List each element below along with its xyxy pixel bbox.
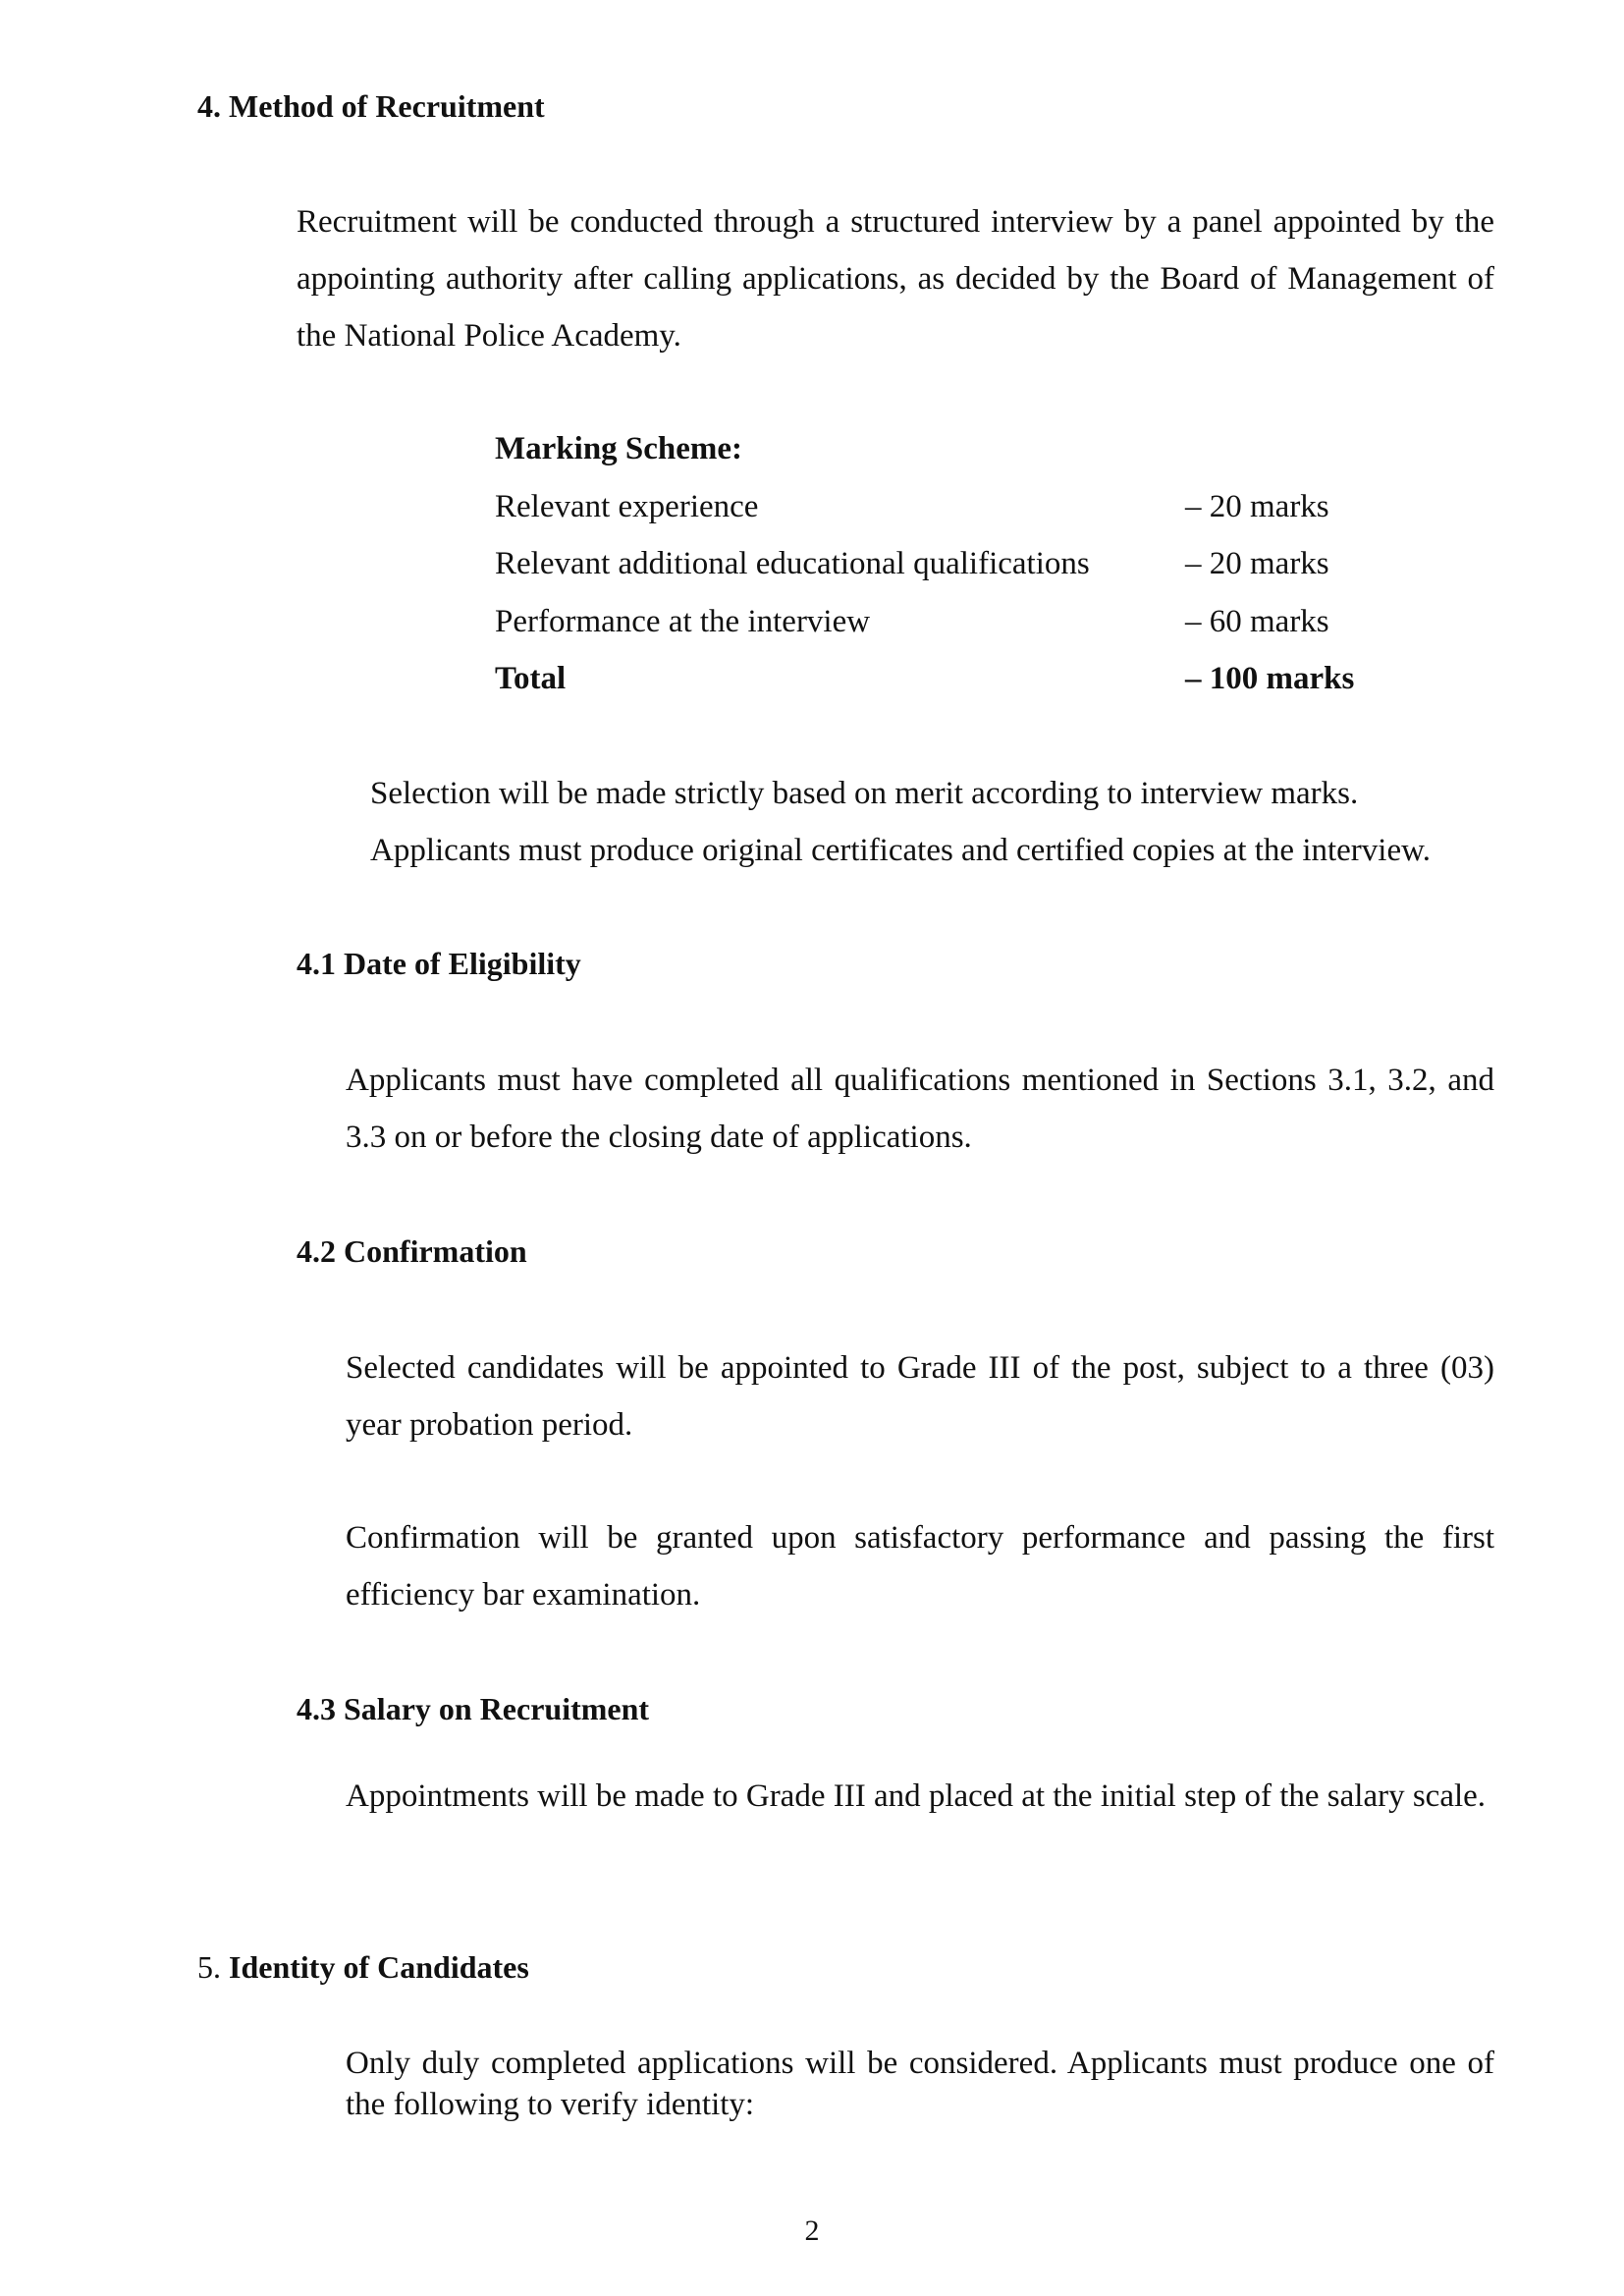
section-4-3-paragraph: Appointments will be made to Grade III and placed at the initial step of the salary scale. bbox=[346, 1778, 1487, 1814]
marking-row-label: Relevant experience bbox=[495, 489, 759, 524]
marking-row-value: – 60 marks bbox=[1185, 604, 1329, 639]
marking-row bbox=[495, 593, 1379, 650]
marking-row bbox=[495, 478, 1379, 535]
marking-row-value: – 20 marks bbox=[1185, 546, 1329, 581]
section-5-heading bbox=[197, 1949, 529, 1986]
marking-total-row bbox=[495, 650, 1379, 707]
marking-row bbox=[495, 535, 1379, 592]
marking-row-label: Performance at the interview bbox=[495, 604, 871, 639]
section-4-2-paragraph-1: Selected candidates will be appointed to Grade III of the post, subject to a three (03) year probation period. bbox=[346, 1350, 1494, 1443]
section-5-title: Identity of Candidates bbox=[229, 1949, 529, 1985]
section-4-1-heading: 4.1 Date of Eligibility bbox=[297, 946, 581, 981]
selection-note-2: Applicants must produce original certificates and certified copies at the interview. bbox=[370, 833, 1432, 868]
section-4-2-heading: 4.2 Confirmation bbox=[297, 1233, 527, 1269]
marking-row-value: – 20 marks bbox=[1185, 489, 1329, 524]
marking-scheme-title: Marking Scheme: bbox=[495, 431, 743, 466]
section-4-2-paragraph-2: Confirmation will be granted upon satisfactory performance and passing the first efficiency bar examination. bbox=[346, 1520, 1494, 1613]
selection-note-1: Selection will be made strictly based on merit according to interview marks. bbox=[370, 776, 1359, 811]
marking-row-label: Relevant additional educational qualifications bbox=[495, 546, 1090, 581]
section-5-paragraph: Only duly completed applications will be considered. Applicants must produce one of the following to verify identity: bbox=[346, 2046, 1494, 2122]
section-4-3-heading: 4.3 Salary on Recruitment bbox=[297, 1691, 650, 1726]
marking-total-value: – 100 marks bbox=[1185, 661, 1355, 696]
section-4-1-paragraph: Applicants must have completed all qualifications mentioned in Sections 3.1, 3.2, and 3.3 on or before the closing date of applications. bbox=[346, 1063, 1494, 1155]
section-4-heading: 4. Method of Recruitment bbox=[197, 88, 545, 124]
marking-total-label: Total bbox=[495, 661, 567, 696]
section-4-paragraph: Recruitment will be conducted through a structured interview by a panel appointed by the appointing authority after calling applications, as decided by the Board of Management of the National Police Academy. bbox=[297, 204, 1494, 354]
section-5-number: 5. bbox=[197, 1949, 221, 1985]
page-number: 2 bbox=[804, 2214, 820, 2247]
